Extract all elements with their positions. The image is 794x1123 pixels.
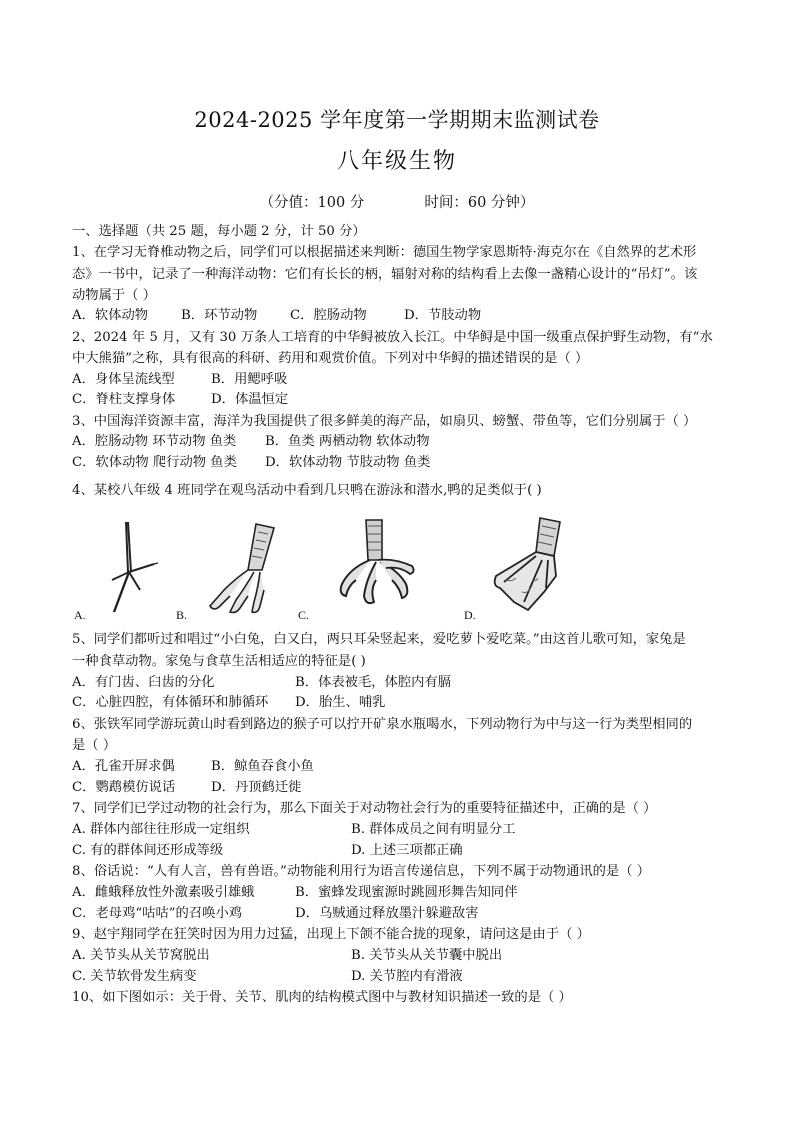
foot-b-image — [196, 520, 286, 618]
q7-line: 7、同学们已学过动物的社会行为，那么下面关于对动物社会行为的重要特征描述中，正确的是（ ） — [72, 801, 657, 816]
q6-option-c: C．鹦鹉模仿说话 — [72, 780, 176, 795]
q4-figures — [0, 512, 794, 624]
q9-line: 9、赵宇翔同学在狂笑时因为用力过猛，出现上下颌不能合拢的现象，请问这是由于（ ） — [72, 927, 590, 942]
exam-meta — [0, 191, 794, 212]
q2-line-2: 中大熊猫”之称，具有很高的科研、药用和观赏价值。下列对中华鲟的描述错误的是（ ） — [72, 351, 589, 366]
q5-line-1: 5、同学们都听过和唱过“小白兔，白又白，两只耳朵竖起来，爱吃萝卜爱吃菜。”由这首儿歌可知，家兔是 — [72, 632, 686, 647]
q9-option-b: B. 关节头从关节囊中脱出 — [351, 948, 503, 963]
q6-option-d: D．丹顶鹤迁徙 — [211, 780, 302, 795]
q8-option-d: D．乌贼通过释放墨汁躲避敌害 — [295, 906, 479, 921]
q6-option-b: B．鲸鱼吞食小鱼 — [211, 759, 314, 774]
time-note: 时间：60 分钟） — [424, 195, 535, 211]
q3-option-b: B．鱼类 两栖动物 软体动物 — [265, 434, 430, 449]
q8-line: 8、俗话说：“人有人言，兽有兽语。”动物能利用行为语言传递信息，下列不属于动物通讯的是（ ） — [72, 864, 651, 879]
q2-option-d: D．体温恒定 — [211, 392, 289, 407]
fig-label-b: B. — [176, 608, 188, 622]
q9-option-c: C. 关节软骨发生病变 — [72, 969, 197, 984]
fig-label-a: A. — [74, 608, 86, 622]
q1-line-2: 态》一书中，记录了一种海洋动物：它们有长长的柄，辐射对称的结构看上去像一盏精心设计的“吊灯”。该 — [72, 267, 698, 282]
q2-option-c: C．脊柱支撑身体 — [72, 392, 176, 407]
fig-label-d: D. — [464, 608, 476, 622]
q5-option-c: C．心脏四腔，有体循环和肺循环 — [72, 695, 269, 710]
foot-c-image — [320, 518, 430, 618]
q9-option-d: D. 关节腔内有滑液 — [351, 969, 463, 984]
section-heading: 一、选择题（共 25 题，每小题 2 分，计 50 分） — [72, 224, 366, 239]
q2-option-b: B．用鳃呼吸 — [211, 372, 288, 387]
score-note: （分值：100 分 — [259, 195, 365, 211]
q5-option-a: A．有门齿、臼齿的分化 — [72, 675, 215, 690]
q4-line: 4、某校八年级 4 班同学在观鸟活动中看到几只鸭在游泳和潜水,鸭的足类似于( ) — [72, 483, 542, 498]
q5-line-2: 一种食草动物。家兔与食草生活相适应的特征是( ) — [72, 654, 366, 669]
q6-line-1: 6、张铁军同学游玩黄山时看到路边的猴子可以拧开矿泉水瓶喝水，下列动物行为中与这一行为类型相同的 — [72, 717, 693, 732]
q5-option-d: D．胎生、哺乳 — [295, 695, 386, 710]
q1-line-3: 动物属于（ ） — [72, 288, 157, 303]
foot-d-image — [484, 516, 584, 616]
fig-label-c: C. — [298, 608, 310, 622]
q7-option-d: D. 上述三项都正确 — [351, 843, 463, 858]
q1-option-b: B．环节动物 — [181, 308, 258, 323]
q3-option-c: C．软体动物 爬行动物 鱼类 — [72, 455, 237, 470]
q8-option-b: B．蜜蜂发现蜜源时跳圆形舞告知同伴 — [295, 885, 518, 900]
q10-line: 10、如下图如示：关于骨、关节、肌肉的结构模式图中与教材知识描述一致的是（ ） — [72, 990, 572, 1005]
foot-a-image — [90, 520, 170, 618]
q3-line: 3、中国海洋资源丰富，海洋为我国提供了很多鲜美的海产品，如扇贝、螃蟹、带鱼等，它们分别属于（ ） — [72, 414, 697, 429]
exam-title: 2024-2025 学年度第一学期期末监测试卷 — [194, 108, 600, 132]
q1-option-c: C．腔肠动物 — [290, 308, 367, 323]
q8-option-a: A．雌蛾释放性外激素吸引雄蛾 — [72, 885, 255, 900]
q7-option-a: A. 群体内部往往形成一定组织 — [72, 822, 250, 837]
q6-line-2: 是（ ） — [72, 738, 117, 753]
q3-option-d: D．软体动物 节肢动物 鱼类 — [265, 455, 431, 470]
q2-line-1: 2、2024 年 5 月，又有 30 万条人工培育的中华鲟被放入长江。中华鲟是中国一级重点保护野生动物，有“水 — [72, 330, 713, 345]
q3-option-a: A．腔肠动物 环节动物 鱼类 — [72, 434, 237, 449]
q2-option-a: A．身体呈流线型 — [72, 372, 175, 387]
q8-option-c: C．老母鸡“咕咕”的召唤小鸡 — [72, 906, 243, 921]
q9-option-a: A. 关节头从关节窝脱出 — [72, 948, 210, 963]
q6-option-a: A．孔雀开屏求偶 — [72, 759, 175, 774]
q7-option-c: C. 有的群体间还形成等级 — [72, 843, 224, 858]
q7-option-b: B. 群体成员之间有明显分工 — [351, 822, 516, 837]
exam-subtitle: 八年级生物 — [336, 149, 457, 174]
q1-option-a: A．软体动物 — [72, 308, 149, 323]
q1-option-d: D．节肢动物 — [404, 308, 482, 323]
q1-line-1: 1、在学习无脊椎动物之后，同学们可以根据描述来判断：德国生物学家恩斯特·海克尔在《自然界的艺术形 — [72, 245, 697, 260]
q5-option-b: B．体表被毛，体腔内有膈 — [295, 675, 452, 690]
